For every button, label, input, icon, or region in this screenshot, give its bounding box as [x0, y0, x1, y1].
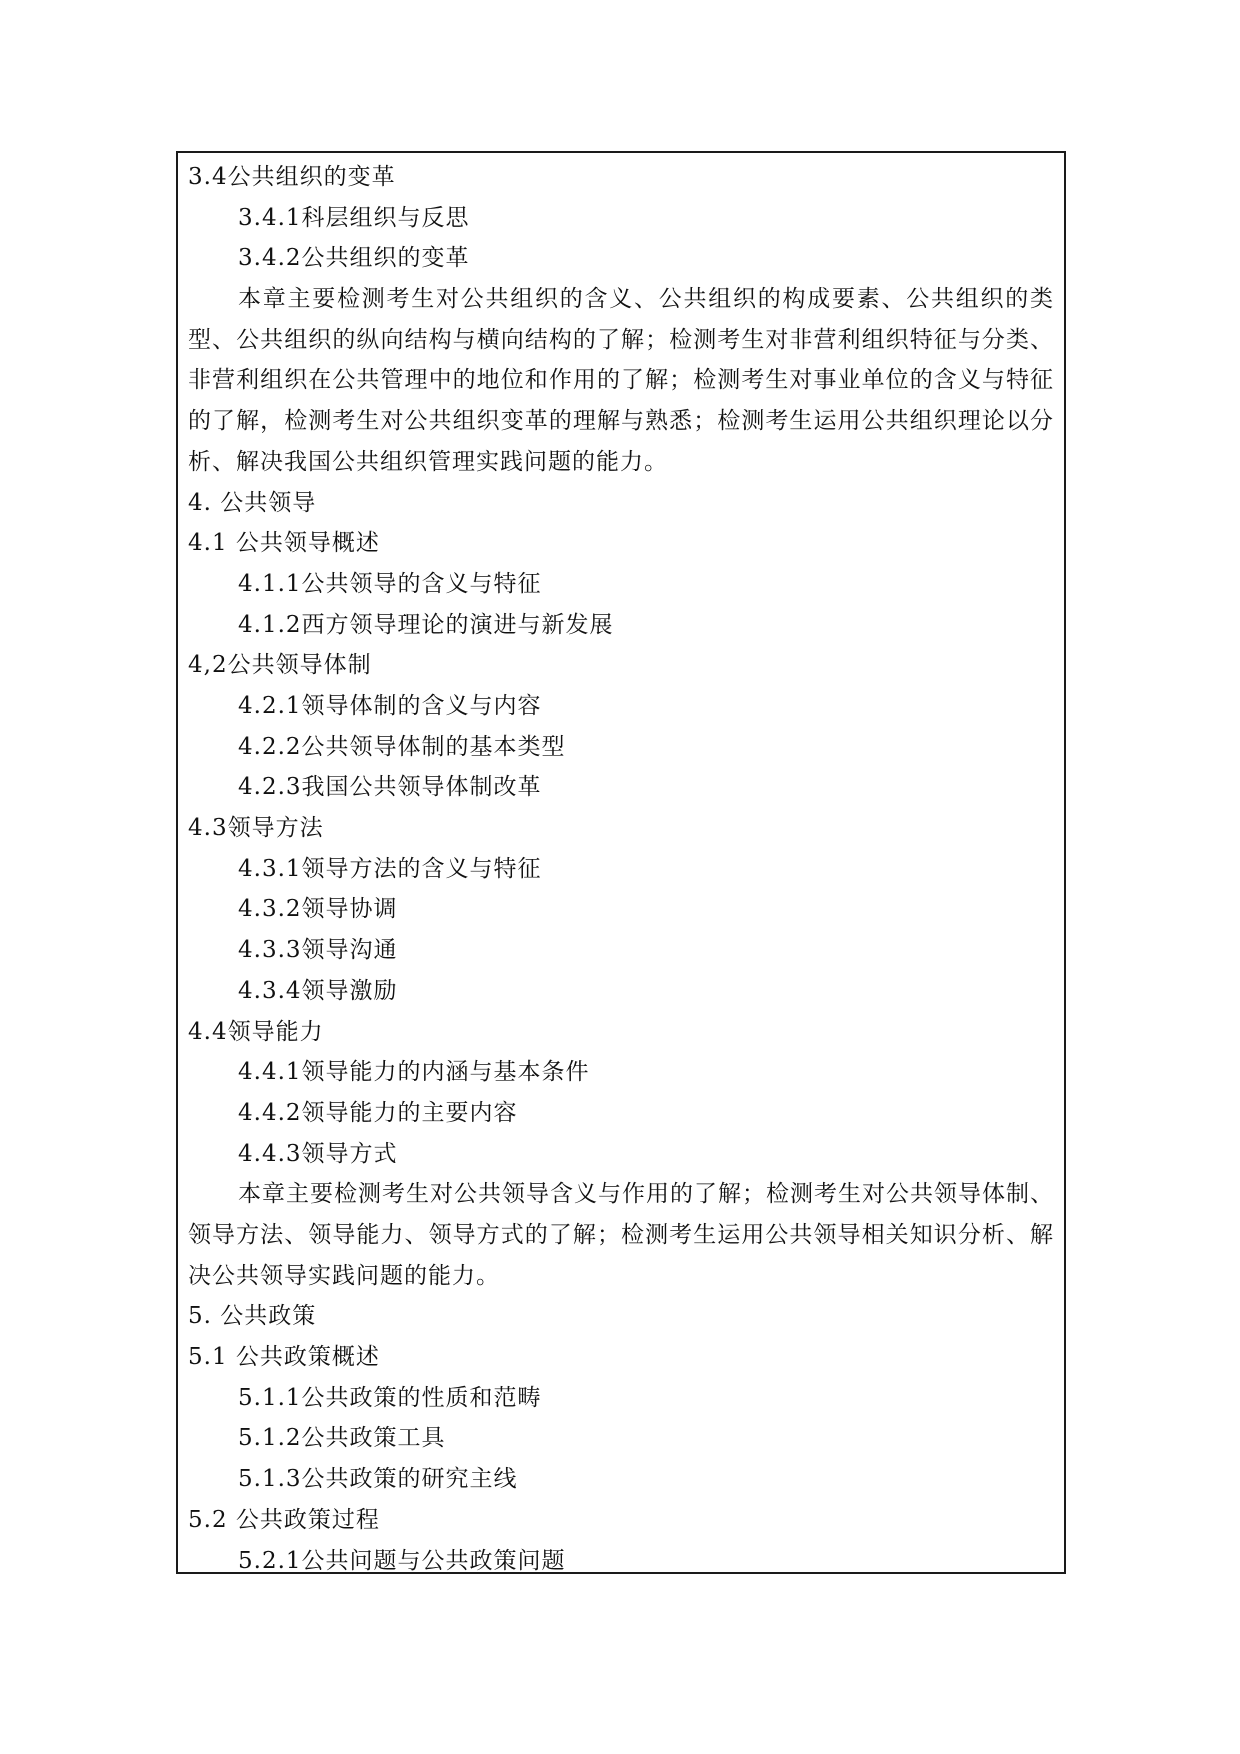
subsection-heading: 3.4.1科层组织与反思	[238, 204, 470, 231]
chapter-heading: 5. 公共政策	[188, 1303, 317, 1330]
subsection-heading: 4.4.2领导能力的主要内容	[238, 1099, 518, 1126]
section-heading: 3.4公共组织的变革	[188, 164, 396, 190]
subsection-heading: 3.4.2公共组织的变革	[238, 245, 470, 272]
subsection-heading: 4.2.1领导体制的含义与内容	[238, 693, 542, 720]
subsection-heading: 4.3.1领导方法的含义与特征	[238, 855, 542, 882]
subsection-heading: 4.3.4领导激励	[238, 977, 398, 1004]
subsection-heading: 5.2.1公共问题与公共政策问题	[238, 1547, 566, 1574]
subsection-heading: 4.4.3领导方式	[238, 1140, 398, 1167]
subsection-heading: 4.3.2领导协调	[238, 896, 398, 923]
section-heading: 4,2公共领导体制	[188, 652, 372, 679]
section-heading: 5.1 公共政策概述	[188, 1344, 380, 1371]
section-heading: 4.4领导能力	[188, 1018, 324, 1045]
subsection-heading: 4.4.1领导能力的内涵与基本条件	[238, 1059, 590, 1086]
subsection-heading: 5.1.3公共政策的研究主线	[238, 1466, 518, 1493]
chapter-heading: 4. 公共领导	[188, 489, 317, 516]
section-heading: 5.2 公共政策过程	[188, 1506, 380, 1533]
subsection-heading: 4.1.2西方领导理论的演进与新发展	[238, 611, 614, 638]
content-table-cell	[176, 151, 1066, 1574]
section-heading: 4.3领导方法	[188, 815, 324, 842]
section-heading: 4.1 公共领导概述	[188, 530, 380, 557]
chapter-summary-paragraph: 本章主要检测考生对公共组织的含义、公共组织的构成要素、公共组织的类型、公共组织的纵向结构与横向结构的了解；检测考生对非营利组织特征与分类、非营利组织在公共管理中的地位和作用的了解；检测考生对事业单位的含义与特征的了解，检测考生对公共组织变革的理解与熟悉；检测考生运用公共组织理论以分析、解决我国公共组织管理实践问题的能力。	[188, 286, 1054, 475]
subsection-heading: 4.2.2公共领导体制的基本类型	[238, 733, 566, 760]
subsection-heading: 5.1.1公共政策的性质和范畴	[238, 1384, 542, 1411]
subsection-heading: 4.1.1公共领导的含义与特征	[238, 570, 542, 597]
chapter-summary-paragraph: 本章主要检测考生对公共领导含义与作用的了解；检测考生对公共领导体制、领导方法、领导能力、领导方式的了解；检测考生运用公共领导相关知识分析、解决公共领导实践问题的能力。	[188, 1181, 1054, 1289]
subsection-heading: 5.1.2公共政策工具	[238, 1425, 446, 1452]
subsection-heading: 4.3.3领导沟通	[238, 937, 398, 964]
subsection-heading: 4.2.3我国公共领导体制改革	[238, 774, 542, 801]
